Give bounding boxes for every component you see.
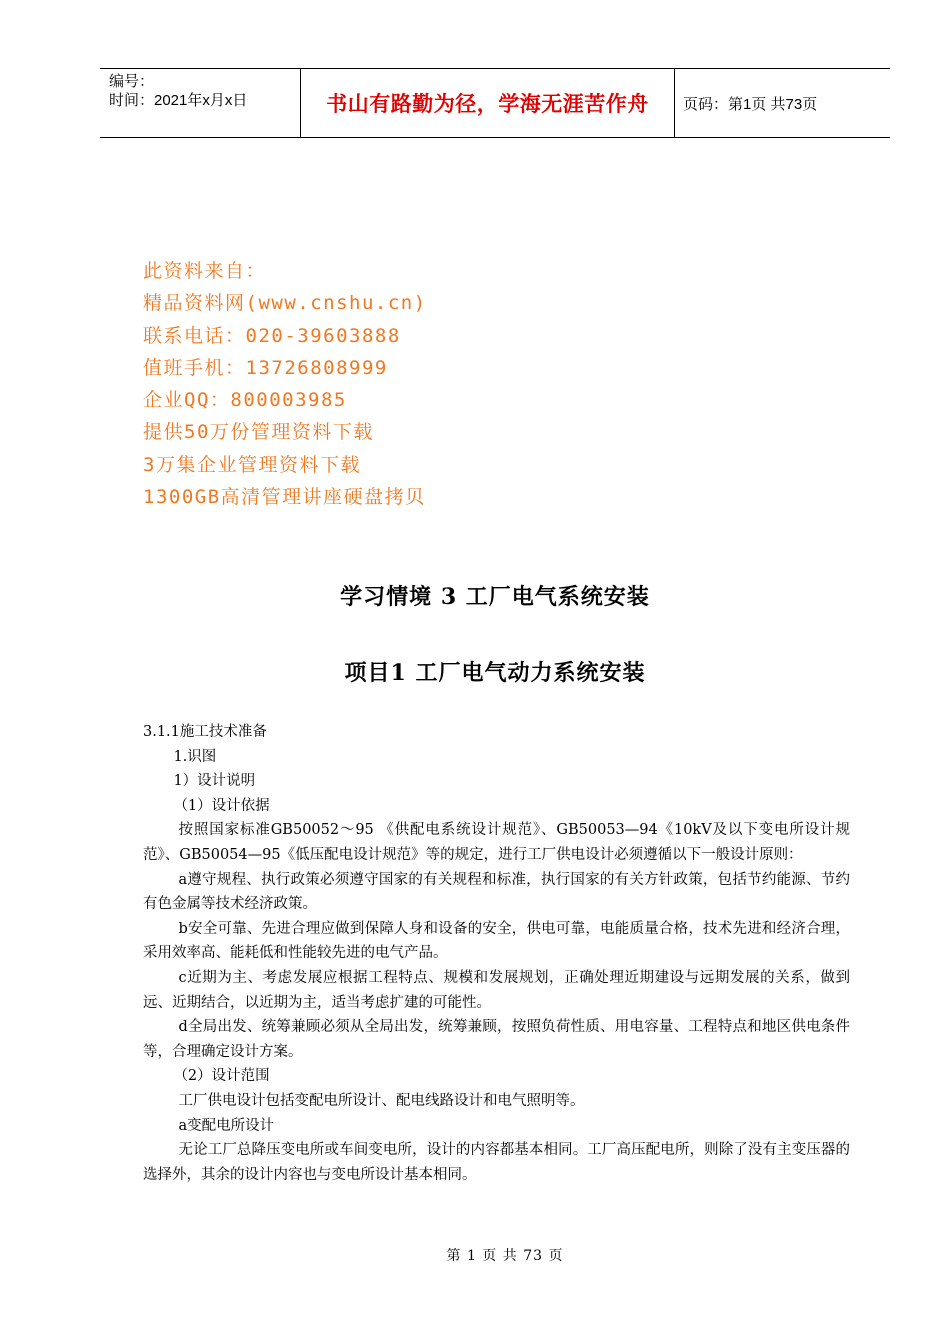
subsection-heading: （2）设计范围 [173,1068,270,1085]
paragraph: a遵守规程、执行政策必须遵守国家的有关规程和标准，执行国家的有关方针政策，包括节约能源、节约有色金属等技术经济政策。 [143,871,850,913]
paragraph: 工厂供电设计包括变配电所设计、配电线路设计和电气照明等。 [178,1092,585,1109]
subsection-heading: 1）设计说明 [173,773,256,790]
document-body [143,720,850,1187]
header-motto: 书山有路勤为径，学海无涯苦作舟 [326,92,649,116]
promo-line: 提供50万份管理资料下载 [143,421,374,444]
paragraph: 按照国家标准GB50052～95 《供配电系统设计规范》、GB50053—94《10kV及以下变电所设计规范》、GB50054—95《低压配电设计规范》等的规定，进行工厂供电设计必须遵循以下一般设计原则： [143,822,850,863]
paragraph: a变配电所设计 [178,1117,275,1134]
header-meta-cell [100,69,301,137]
paragraph: c近期为主、考虑发展应根据工程特点、规模和发展规划，正确处理近期建设与远期发展的关系，做到远、近期结合，以近期为主，适当考虑扩建的可能性。 [143,969,850,1011]
project-title: 项目1 工厂电气动力系统安装 [344,660,646,686]
header-motto-cell [301,69,675,137]
paragraph: b安全可靠、先进合理应做到保障人身和设备的安全，供电可靠，电能质量合格，技术先进和经济合理，采用效率高、能耗低和性能较先进的电气产品。 [143,920,850,962]
subsection-heading: 1.识图 [173,748,217,765]
chapter-title: 学习情境 3 工厂电气系统安装 [340,584,650,610]
subsection-heading: （1）设计依据 [173,797,270,814]
header-page-cell [675,69,890,137]
document-number-label: 编号： [109,73,155,90]
page-footer: 第 1 页 共 73 页 [446,1248,564,1264]
promo-line: 联系电话：020-39603888 [143,324,401,347]
paragraph: d全局出发、统筹兼顾必须从全局出发，统筹兼顾，按照负荷性质、用电容量、工程特点和地区供电条件等，合理确定设计方案。 [143,1019,850,1060]
header-page-info: 页码：第1页 共73页 [683,95,818,113]
promo-line: 1300GB高清管理讲座硬盘拷贝 [143,486,426,509]
page-header [100,68,890,138]
promo-line: 企业QQ：800003985 [143,389,347,412]
promo-line: 3万集企业管理资料下载 [143,453,361,476]
promo-block [143,255,427,513]
paragraph: 无论工厂总降压变电所或车间变电所，设计的内容都基本相同。工厂高压配电所，则除了没有主变压器的选择外，其余的设计内容也与变电所设计基本相同。 [143,1142,850,1183]
promo-line: 精品资料网(www.cnshu.cn) [143,292,427,315]
section-heading: 3.1.1施工技术准备 [143,724,267,740]
promo-line: 值班手机：13726808999 [143,356,388,379]
promo-line: 此资料来自： [143,260,267,282]
document-time-label: 时间：2021年x月x日 [109,92,248,109]
